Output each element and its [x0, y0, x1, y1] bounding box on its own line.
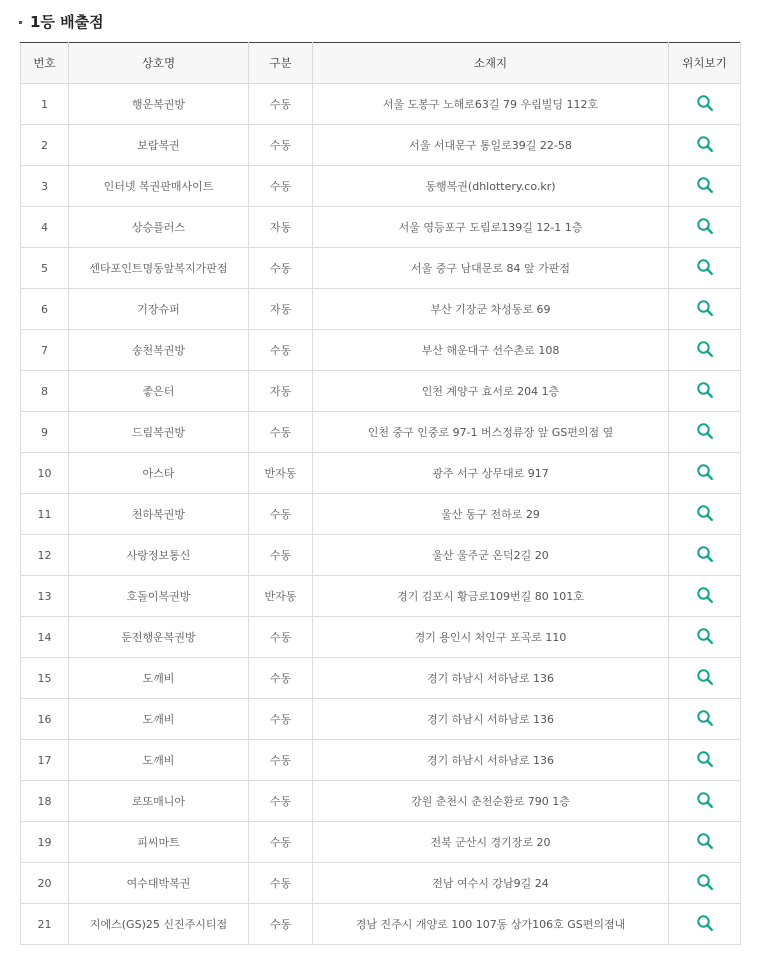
store-name: 천하복권방 [69, 494, 249, 535]
purchase-type: 자동 [249, 289, 313, 330]
purchase-type: 자동 [249, 207, 313, 248]
magnifier-icon[interactable] [696, 135, 714, 156]
table-row [21, 371, 741, 412]
magnifier-icon[interactable] [696, 463, 714, 484]
purchase-type: 수동 [249, 166, 313, 207]
table-row [21, 453, 741, 494]
store-address: 경기 하남시 서하남로 136 [313, 740, 669, 781]
row-number: 8 [21, 371, 69, 412]
magnifier-icon[interactable] [696, 299, 714, 320]
table-row [21, 207, 741, 248]
store-address: 경남 진주시 개양로 100 107동 상가106호 GS편의점내 [313, 904, 669, 945]
store-name: 좋은터 [69, 371, 249, 412]
store-address: 경기 용인시 처인구 포곡로 110 [313, 617, 669, 658]
magnifier-icon[interactable] [696, 258, 714, 279]
location-cell [669, 207, 741, 248]
magnifier-icon[interactable] [696, 94, 714, 115]
location-cell [669, 658, 741, 699]
purchase-type: 수동 [249, 125, 313, 166]
header-number: 번호 [21, 43, 69, 84]
store-name: 둔전행운복권방 [69, 617, 249, 658]
magnifier-icon[interactable] [696, 586, 714, 607]
table-row [21, 84, 741, 125]
purchase-type: 자동 [249, 371, 313, 412]
location-cell [669, 576, 741, 617]
row-number: 5 [21, 248, 69, 289]
store-name: 피씨마트 [69, 822, 249, 863]
store-address: 경기 하남시 서하남로 136 [313, 699, 669, 740]
store-address: 서울 서대문구 통일로39길 22-58 [313, 125, 669, 166]
winning-stores-table [20, 42, 741, 945]
row-number: 9 [21, 412, 69, 453]
row-number: 4 [21, 207, 69, 248]
location-cell [669, 740, 741, 781]
table-row [21, 740, 741, 781]
location-cell [669, 248, 741, 289]
table-row [21, 330, 741, 371]
table-row [21, 248, 741, 289]
row-number: 20 [21, 863, 69, 904]
purchase-type: 수동 [249, 494, 313, 535]
purchase-type: 수동 [249, 617, 313, 658]
magnifier-icon[interactable] [696, 381, 714, 402]
store-name: 사랑정보통신 [69, 535, 249, 576]
location-cell [669, 371, 741, 412]
location-cell [669, 822, 741, 863]
location-cell [669, 863, 741, 904]
purchase-type: 수동 [249, 740, 313, 781]
purchase-type: 수동 [249, 535, 313, 576]
header-store-name: 상호명 [69, 43, 249, 84]
store-name: 도깨비 [69, 699, 249, 740]
location-cell [669, 699, 741, 740]
header-address: 소재지 [313, 43, 669, 84]
row-number: 10 [21, 453, 69, 494]
store-address: 강원 춘천시 춘천순환로 790 1층 [313, 781, 669, 822]
location-cell [669, 617, 741, 658]
purchase-type: 수동 [249, 412, 313, 453]
store-name: 도깨비 [69, 740, 249, 781]
store-name: 행운복권방 [69, 84, 249, 125]
store-name: 상승플러스 [69, 207, 249, 248]
row-number: 2 [21, 125, 69, 166]
header-location: 위치보기 [669, 43, 741, 84]
store-name: 기장슈퍼 [69, 289, 249, 330]
store-name: 인터넷 복권판매사이트 [69, 166, 249, 207]
location-cell [669, 84, 741, 125]
purchase-type: 수동 [249, 84, 313, 125]
magnifier-icon[interactable] [696, 791, 714, 812]
table-row [21, 781, 741, 822]
store-address: 부산 해운대구 선수촌로 108 [313, 330, 669, 371]
row-number: 16 [21, 699, 69, 740]
table-row [21, 699, 741, 740]
row-number: 17 [21, 740, 69, 781]
row-number: 6 [21, 289, 69, 330]
magnifier-icon[interactable] [696, 832, 714, 853]
store-name: 센타포인트명동앞복지가판점 [69, 248, 249, 289]
store-name: 로또매니아 [69, 781, 249, 822]
bullet-dot [19, 21, 22, 24]
location-cell [669, 904, 741, 945]
table-row [21, 289, 741, 330]
table-row [21, 166, 741, 207]
row-number: 3 [21, 166, 69, 207]
magnifier-icon[interactable] [696, 750, 714, 771]
table-row [21, 576, 741, 617]
store-name: 드림복권방 [69, 412, 249, 453]
row-number: 1 [21, 84, 69, 125]
table-row [21, 125, 741, 166]
store-name: 보람복권 [69, 125, 249, 166]
purchase-type: 반자동 [249, 576, 313, 617]
purchase-type: 수동 [249, 699, 313, 740]
purchase-type: 수동 [249, 248, 313, 289]
store-name: 호돌이복권방 [69, 576, 249, 617]
store-address: 인천 계양구 효서로 204 1층 [313, 371, 669, 412]
store-name: 송천복권방 [69, 330, 249, 371]
purchase-type: 수동 [249, 822, 313, 863]
row-number: 14 [21, 617, 69, 658]
table-row [21, 822, 741, 863]
store-address: 광주 서구 상무대로 917 [313, 453, 669, 494]
magnifier-icon[interactable] [696, 873, 714, 894]
store-name: 지에스(GS)25 신진주시티점 [69, 904, 249, 945]
row-number: 13 [21, 576, 69, 617]
magnifier-icon[interactable] [696, 504, 714, 525]
magnifier-icon[interactable] [696, 627, 714, 648]
row-number: 12 [21, 535, 69, 576]
purchase-type: 수동 [249, 904, 313, 945]
store-address: 울산 동구 전하로 29 [313, 494, 669, 535]
purchase-type: 수동 [249, 658, 313, 699]
table-row [21, 535, 741, 576]
location-cell [669, 535, 741, 576]
purchase-type: 반자동 [249, 453, 313, 494]
magnifier-icon[interactable] [696, 668, 714, 689]
location-cell [669, 289, 741, 330]
store-name: 여수대박복권 [69, 863, 249, 904]
location-cell [669, 781, 741, 822]
magnifier-icon[interactable] [696, 422, 714, 443]
store-address: 인천 중구 인중로 97-1 버스정류장 앞 GS편의점 옆 [313, 412, 669, 453]
location-cell [669, 330, 741, 371]
location-cell [669, 494, 741, 535]
store-address: 경기 하남시 서하남로 136 [313, 658, 669, 699]
store-name: 도깨비 [69, 658, 249, 699]
magnifier-icon[interactable] [696, 545, 714, 566]
purchase-type: 수동 [249, 863, 313, 904]
store-address: 서울 도봉구 노해로63길 79 우림빌딩 112호 [313, 84, 669, 125]
table-row [21, 494, 741, 535]
table-row [21, 904, 741, 945]
magnifier-icon[interactable] [696, 914, 714, 935]
magnifier-icon[interactable] [696, 340, 714, 361]
table-row [21, 617, 741, 658]
magnifier-icon[interactable] [696, 217, 714, 238]
header-type: 구분 [249, 43, 313, 84]
location-cell [669, 412, 741, 453]
location-cell [669, 166, 741, 207]
magnifier-icon[interactable] [696, 709, 714, 730]
location-cell [669, 125, 741, 166]
row-number: 18 [21, 781, 69, 822]
row-number: 11 [21, 494, 69, 535]
purchase-type: 수동 [249, 781, 313, 822]
store-name: 아스타 [69, 453, 249, 494]
store-address: 서울 중구 남대문로 84 앞 가판점 [313, 248, 669, 289]
section-title-text: 1등 배출점 [30, 12, 104, 31]
table-header-row [21, 43, 741, 84]
table-row [21, 658, 741, 699]
store-address: 부산 기장군 차성동로 69 [313, 289, 669, 330]
location-cell [669, 453, 741, 494]
row-number: 19 [21, 822, 69, 863]
store-address: 울산 울주군 온덕2길 20 [313, 535, 669, 576]
table-row [21, 412, 741, 453]
store-address: 동행복권(dhlottery.co.kr) [313, 166, 669, 207]
section-title [19, 8, 104, 34]
magnifier-icon[interactable] [696, 176, 714, 197]
row-number: 15 [21, 658, 69, 699]
store-address: 경기 김포시 황금로109번길 80 101호 [313, 576, 669, 617]
purchase-type: 수동 [249, 330, 313, 371]
store-address: 전남 여수시 강남9길 24 [313, 863, 669, 904]
store-address: 서울 영등포구 도림로139길 12-1 1층 [313, 207, 669, 248]
table-row [21, 863, 741, 904]
row-number: 21 [21, 904, 69, 945]
row-number: 7 [21, 330, 69, 371]
store-address: 전북 군산시 경기장로 20 [313, 822, 669, 863]
